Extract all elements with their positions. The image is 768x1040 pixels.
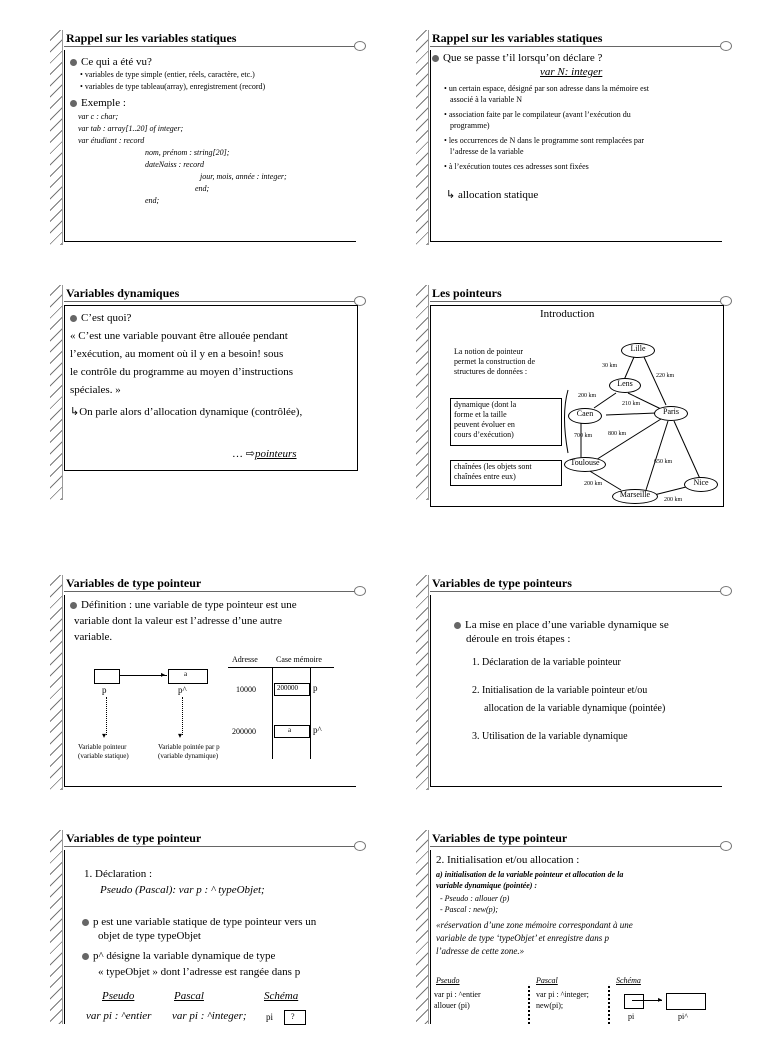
code-line: var c : char; <box>78 112 119 121</box>
code-line: end; <box>195 184 210 193</box>
bullet-icon <box>82 953 89 960</box>
arrow-down-icon: ▾ <box>102 731 107 740</box>
spiral-binding <box>50 575 63 790</box>
slide-title: Variables de type pointeur <box>66 831 202 845</box>
slide-title: Variables de type pointeur <box>432 831 568 845</box>
slide-5: Variables de type pointeur Définition : une variable de type pointeur est une variable dont la valeur est l’adresse d’une autre variable. ▸ a p p^ ▾ ▾ Variable pointeur (variable statique) Variable pointée par p (variable dynamique) Adresse Case mémoire 10000 200000 p 200000 a p^ <box>50 575 360 785</box>
city-node: Marseille <box>612 489 658 504</box>
slide-8: Variables de type pointeur 2. Initialisation et/ou allocation : a) initialisation de la variable pointeur et allocation de la variable dynamique (pointée) : - Pseudo : allouer (p) - Pascal : new(p); «réservation d’une zone mémoire correspondant à une variable de type ‘typeObjet’ et enregistre dans p l’adresse de cette zone.» Pseudo Pascal Schéma var pi : ^entier allouer (pi) var pi : ^integer; new(pi); ▸ pi pi^ <box>416 830 726 1040</box>
slide-3: Variables dynamiques C’est quoi? « C’est une variable pouvant être allouée pendant l’exécution, au moment où il y en a besoin! sous le contrôle du programme au moyen d’instructions spéciales. » ↳On parle alors d’allocation dynamique (contrôlée), … ⇨pointeurs <box>50 285 360 495</box>
city-node: Caen <box>568 408 602 424</box>
city-node: Paris <box>654 406 688 421</box>
spiral-binding <box>50 285 63 500</box>
code-line: end; <box>145 196 160 205</box>
slide-title: Variables de type pointeurs <box>432 576 572 590</box>
sub-item: variables de type tableau(array), enregistrement (record) <box>84 82 266 91</box>
bullet-text: Ce qui a été vu? <box>81 56 152 68</box>
bullet-icon <box>70 59 77 66</box>
code-line: var étudiant : record <box>78 136 145 145</box>
bullet-icon <box>82 919 89 926</box>
spiral-binding <box>416 575 429 790</box>
memory-cell <box>274 725 310 738</box>
spiral-binding <box>416 830 429 1024</box>
slide-7: Variables de type pointeur 1. Déclaration : Pseudo (Pascal): var p : ^ typeObjet; p est une variable statique de type pointeur vers un objet de type typeObjet p^ désigne la variable dynamique de type « typeObjet » dont l’adresse est rangée dans p Pseudo Pascal Schéma var pi : ^entier var pi : ^integer; pi ? <box>50 830 360 1040</box>
arrow-right-icon: ⇨ <box>245 448 255 460</box>
pointer-box <box>624 994 644 1009</box>
bullet-icon <box>70 100 77 107</box>
slide-title: Variables de type pointeur <box>66 576 202 590</box>
arrow-icon: ↳ <box>446 189 458 201</box>
pointeurs-link: pointeurs <box>254 448 297 460</box>
bullet-icon <box>432 55 439 62</box>
spiral-binding <box>50 830 63 1024</box>
slide-6: Variables de type pointeurs La mise en place d’une variable dynamique se déroule en trois étapes : 1. Déclaration de la variable pointeur 2. Initialisation de la variable pointeur et/ou allocation de la variable dynamique (pointée) 3. Utilisation de la variable dynamique <box>416 575 726 785</box>
arrow-head-icon: ▸ <box>161 670 166 679</box>
code-line: jour, mois, année : integer; <box>200 172 287 181</box>
pointee-box <box>666 993 706 1010</box>
pointer-box <box>94 669 120 684</box>
slide-1: Rappel sur les variables statiques Ce qui a été vu? • variables de type simple (entier, réels, caractère, etc.) • variables de type tableau(array), enregistrement (record) Exemple : var c : char; var tab : array[1..20] of integer; var étudiant : record nom, prénom : string[20]; dateNaiss : record jour, mois, année : integer; end; end; <box>50 30 360 240</box>
intro-title: Introduction <box>540 308 595 320</box>
declaration: var N: integer <box>540 66 603 78</box>
arrow-down-icon: ▾ <box>178 731 183 740</box>
arrow-icon: ↳ <box>70 406 80 418</box>
bullet-icon <box>70 602 77 609</box>
slide-title: Rappel sur les variables statiques <box>432 31 603 45</box>
bullet-text: Exemple : <box>81 97 126 109</box>
slide-title: Les pointeurs <box>432 286 502 300</box>
spiral-binding <box>50 30 63 245</box>
pointer-box <box>284 1010 306 1025</box>
bullet-icon <box>70 315 77 322</box>
code-line: dateNaiss : record <box>145 160 204 169</box>
city-node: Nice <box>684 477 718 492</box>
spiral-binding <box>416 30 429 245</box>
slide-title: Rappel sur les variables statiques <box>66 31 237 45</box>
code-line: nom, prénom : string[20]; <box>145 148 230 157</box>
city-node: Lille <box>621 343 655 358</box>
slide-4: Les pointeurs Introduction La notion de pointeur permet la construction de structures de données : dynamique (dont la forme et la taille peuvent évoluer en cours d’exécution) chaînées (les objets sont chaînées entre eux) Lille Lens Caen Paris Toulouse Marseille Nice 30 km 220 km 200 km 210 km 800 km 700 km 650 km 200 km 200 km <box>416 285 726 495</box>
arrow-head-icon: ▸ <box>658 995 663 1004</box>
bullet-icon <box>454 622 461 629</box>
sub-item: variables de type simple (entier, réels, caractère, etc.) <box>84 70 255 79</box>
bullet-text: Que se passe t’il lorsqu’on déclare ? <box>443 52 603 64</box>
slide-title: Variables dynamiques <box>66 286 180 300</box>
city-node: Lens <box>609 378 641 393</box>
city-node: Toulouse <box>564 457 606 472</box>
code-line: var tab : array[1..20] of integer; <box>78 124 184 133</box>
slide-2: Rappel sur les variables statiques Que se passe t’il lorsqu’on déclare ? var N: integer • un certain espace, désigné par son adresse dans la mémoire est associé à la variable N • association faite par le compilateur (avant l’exécution du programme) • les occurrences de N dans le programme sont remplacées par l’adresse de la variable • à l’exécution toutes ces adresses sont fixées ↳ allocation statique <box>416 30 726 240</box>
pointee-box <box>168 669 208 684</box>
